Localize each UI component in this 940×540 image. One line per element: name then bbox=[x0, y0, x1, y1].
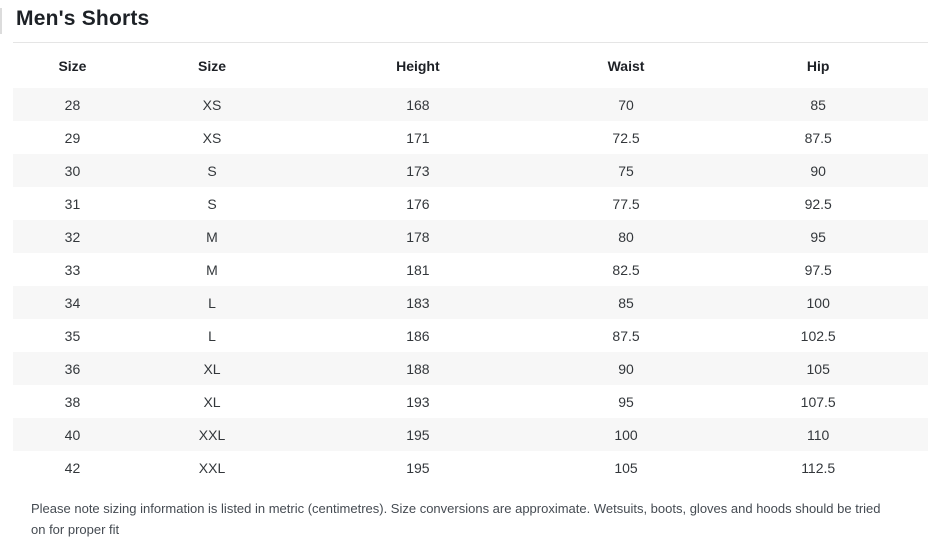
table-cell: 85 bbox=[618, 294, 634, 311]
table-cell: 40 bbox=[64, 426, 81, 443]
table-cell: 42 bbox=[64, 459, 81, 476]
table-cell: M bbox=[206, 228, 218, 245]
table-cell: 183 bbox=[406, 294, 430, 311]
table-cell: XL bbox=[203, 393, 221, 410]
table-cell: 90 bbox=[810, 162, 826, 179]
table-cell: 171 bbox=[406, 129, 430, 146]
page-title: Men's Shorts bbox=[16, 7, 150, 30]
table-cell: 87.5 bbox=[804, 129, 832, 146]
header-row bbox=[13, 43, 928, 88]
table-cell: 176 bbox=[406, 195, 430, 212]
table-cell: 38 bbox=[64, 393, 81, 410]
column-header-size-letter: Size bbox=[197, 57, 226, 74]
table-cell: 31 bbox=[64, 195, 81, 212]
table-cell: 173 bbox=[406, 162, 430, 179]
table-row bbox=[13, 253, 928, 286]
table-cell: L bbox=[208, 294, 216, 311]
table-cell: 102.5 bbox=[800, 327, 836, 344]
size-chart-table bbox=[13, 43, 928, 484]
table-cell: 34 bbox=[64, 294, 81, 311]
table-row bbox=[13, 385, 928, 418]
table-cell: 36 bbox=[64, 360, 81, 377]
table-cell: 195 bbox=[406, 459, 430, 476]
table-cell: XL bbox=[203, 360, 221, 377]
table-cell: XS bbox=[202, 96, 222, 113]
table-row bbox=[13, 88, 928, 121]
table-cell: 195 bbox=[406, 426, 430, 443]
table-row bbox=[13, 121, 928, 154]
table-cell: 100 bbox=[806, 294, 830, 311]
table-cell: L bbox=[208, 327, 216, 344]
table-cell: XS bbox=[202, 129, 222, 146]
table-cell: 110 bbox=[807, 426, 830, 443]
table-row bbox=[13, 154, 928, 187]
table-cell: S bbox=[207, 195, 217, 212]
table-row bbox=[13, 352, 928, 385]
table-cell: 193 bbox=[406, 393, 430, 410]
table-cell: 28 bbox=[64, 96, 81, 113]
table-cell: 186 bbox=[406, 327, 430, 344]
table-cell: 87.5 bbox=[612, 327, 640, 344]
table-cell: 188 bbox=[406, 360, 430, 377]
table-cell: 95 bbox=[618, 393, 634, 410]
table-row bbox=[13, 220, 928, 253]
table-row bbox=[13, 187, 928, 220]
table-cell: 100 bbox=[614, 426, 638, 443]
table-cell: 77.5 bbox=[612, 195, 640, 212]
sizing-note: Please note sizing information is listed in metric (centimetres). Size conversions are approximate. Wetsuits, boots, gloves and hoods should be tried on for proper fit bbox=[31, 501, 881, 537]
table-cell: 178 bbox=[406, 228, 430, 245]
table-cell: 35 bbox=[64, 327, 81, 344]
table-cell: 112.5 bbox=[801, 459, 836, 476]
table-cell: 82.5 bbox=[612, 261, 640, 278]
table-cell: M bbox=[206, 261, 218, 278]
table-cell: 70 bbox=[618, 96, 634, 113]
table-cell: 33 bbox=[64, 261, 81, 278]
table-cell: 168 bbox=[406, 96, 430, 113]
table-cell: 107.5 bbox=[800, 393, 836, 410]
table-cell: 29 bbox=[64, 129, 81, 146]
table-cell: 75 bbox=[618, 162, 634, 179]
column-header-height: Height bbox=[396, 57, 440, 74]
table-row bbox=[13, 286, 928, 319]
table-cell: XXL bbox=[198, 459, 226, 476]
table-cell: 105 bbox=[806, 360, 830, 377]
column-header-hip: Hip bbox=[806, 57, 830, 74]
table-cell: 30 bbox=[64, 162, 81, 179]
table-row bbox=[13, 451, 928, 484]
table-body bbox=[13, 88, 928, 484]
table-cell: 92.5 bbox=[804, 195, 832, 212]
table-cell: 85 bbox=[810, 96, 826, 113]
column-header-waist: Waist bbox=[607, 57, 645, 74]
table-cell: 72.5 bbox=[612, 129, 640, 146]
table-cell: 32 bbox=[64, 228, 81, 245]
left-edge-artifact bbox=[0, 8, 2, 34]
table-cell: 95 bbox=[810, 228, 826, 245]
table-cell: S bbox=[207, 162, 217, 179]
column-header-size-number: Size bbox=[58, 57, 87, 74]
table-cell: 181 bbox=[406, 261, 430, 278]
table-cell: 105 bbox=[614, 459, 638, 476]
table-cell: 97.5 bbox=[804, 261, 832, 278]
table-row bbox=[13, 319, 928, 352]
table-cell: XXL bbox=[198, 426, 226, 443]
table-cell: 90 bbox=[618, 360, 634, 377]
table-cell: 80 bbox=[618, 228, 634, 245]
table-row bbox=[13, 418, 928, 451]
